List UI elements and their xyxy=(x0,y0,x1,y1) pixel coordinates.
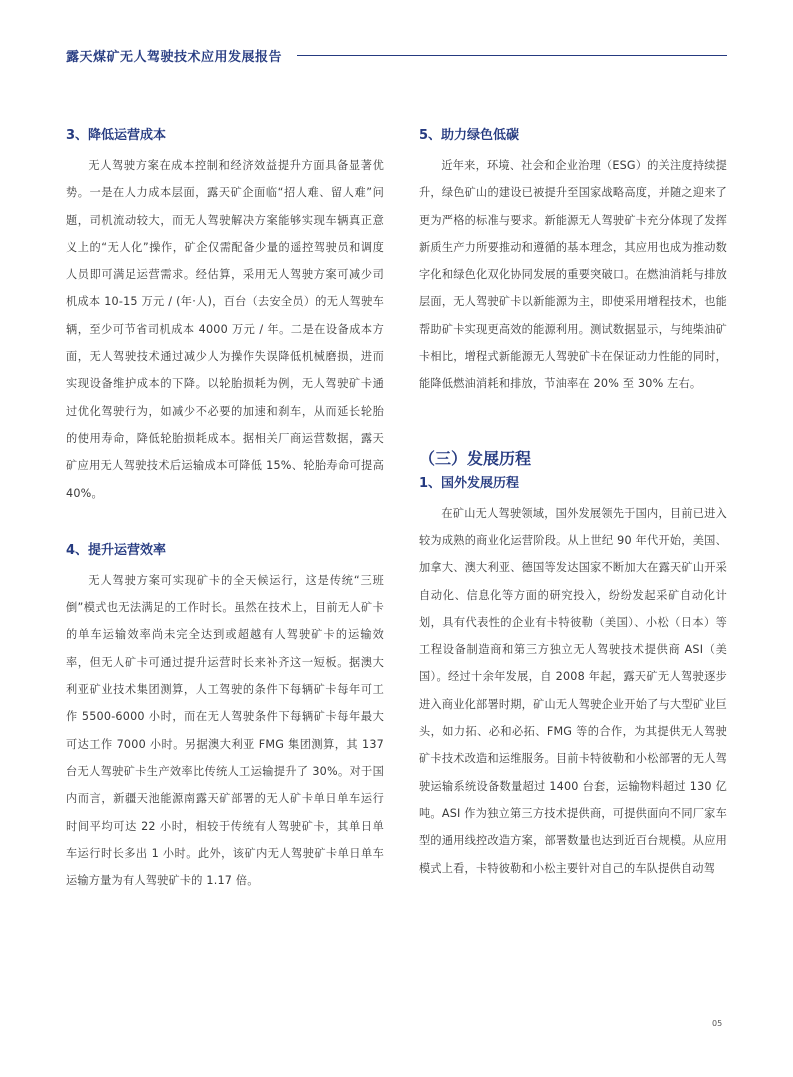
section-heading-improve-efficiency: 4、提升运营效率 xyxy=(66,542,167,558)
left-column xyxy=(66,126,384,894)
right-column xyxy=(419,126,727,882)
paragraph-green-lowcarbon: 近年来，环境、社会和企业治理（ESG）的关注度持续提升，绿色矿山的建设已被提升至国家战略高度，并随之迎来了更为严格的标准与要求。新能源无人驾驶矿卡充分体现了发挥新质生产力所要推动和遵循的基本理念，其应用也成为推动数字化和绿色化双化协同发展的重要突破口。在燃油消耗与排放层面，无人驾驶矿卡以新能源为主，即使采用增程技术，也能帮助矿卡实现更高效的能源利用。测试数据显示，与纯柴油矿卡相比，增程式新能源无人驾驶矿卡在保证动力性能的同时，能降低燃油消耗和排放，节油率在 20% 至 30% 左右。 xyxy=(419,159,727,391)
page-number: 05 xyxy=(712,1019,723,1028)
paragraph-reduce-cost: 无人驾驶方案在成本控制和经济效益提升方面具备显著优势。一是在人力成本层面，露天矿企面临“招人难、留人难”问题，司机流动较大，而无人驾驶解决方案能够实现车辆真正意义上的“无人化”操作，矿企仅需配备少量的遥控驾驶员和调度人员即可满足运营需求。经估算，采用无人驾驶方案可减少司机成本 10-15 万元 / (年·人)，百台（去安全员）的无人驾驶车辆，至少可节省司机成本 4000 万元 / 年。二是在设备成本方面，无人驾驶技术通过减少人为操作失误降低机械磨损，进而实现设备维护成本的下降。以轮胎损耗为例，无人驾驶矿卡通过优化驾驶行为，如减少不必要的加速和刹车，从而延长轮胎的使用寿命，降低轮胎损耗成本。据相关厂商运营数据，露天矿应用无人驾驶技术后运输成本可降低 15%、轮胎寿命可提高 40%。 xyxy=(66,159,384,500)
part-heading-development-history: （三）发展历程 xyxy=(419,448,532,468)
paragraph-improve-efficiency: 无人驾驶方案可实现矿卡的全天候运行，这是传统“三班倒”模式也无法满足的工作时长。虽然在技术上，目前无人矿卡的单车运输效率尚未完全达到或超越有人驾驶矿卡的运输效率，但无人矿卡可通过提升运营时长来补齐这一短板。据澳大利亚矿业技术集团测算，人工驾驶的条件下每辆矿卡每年可工作 5500-6000 小时，而在无人驾驶条件下每辆矿卡每年最大可达工作 7000 小时。另据澳大利亚 FMG 集团测算，其 137 台无人驾驶矿卡生产效率比传统人工运输提升了 30%。对于国内而言，新疆天池能源南露天矿部署的无人矿卡单日单车运行时间平均可达 22 小时，相较于传统有人驾驶矿卡，其单日单车运行时长多出 1 小时。此外，该矿内无人驾驶矿卡单日单车运输方量为有人驾驶矿卡的 1.17 倍。 xyxy=(66,573,384,888)
section-heading-green-lowcarbon: 5、助力绿色低碳 xyxy=(419,128,520,143)
header-divider xyxy=(297,55,727,56)
section-heading-reduce-cost: 3、降低运营成本 xyxy=(66,128,167,143)
paragraph-foreign-history: 在矿山无人驾驶领域，国外发展领先于国内，目前已进入较为成熟的商业化运营阶段。从上世纪 90 年代开始，美国、加拿大、澳大利亚、德国等发达国家不断加大在露天矿山开采自动化、信息化等方面的研究投入，纷纷发起采矿自动化计划，具有代表性的企业有卡特彼勒（美国）、小松（日本）等工程设备制造商和第三方独立无人驾驶技术提供商 ASI（美国）。经过十余年发展，自 2008 年起，露天矿无人驾驶逐步进入商业化部署时期，矿山无人驾驶企业开始了与大型矿业巨头，如力拓、必和必拓、FMG 等的合作，为其提供无人驾驶矿卡技术改造和运维服务。目前卡特彼勒和小松部署的无人驾驶运输系统设备数量超过 1400 台套，运输物料超过 130 亿吨。ASI 作为独立第三方技术提供商，可提供面向不同厂家车型的通用线控改造方案，部署数量也达到近百台规模。从应用模式上看，卡特彼勒和小松主要针对自己的车队提供自动驾 xyxy=(419,506,727,875)
subsection-heading-foreign-history: 1、国外发展历程 xyxy=(419,475,520,491)
report-title: 露天煤矿无人驾驶技术应用发展报告 xyxy=(66,50,283,65)
